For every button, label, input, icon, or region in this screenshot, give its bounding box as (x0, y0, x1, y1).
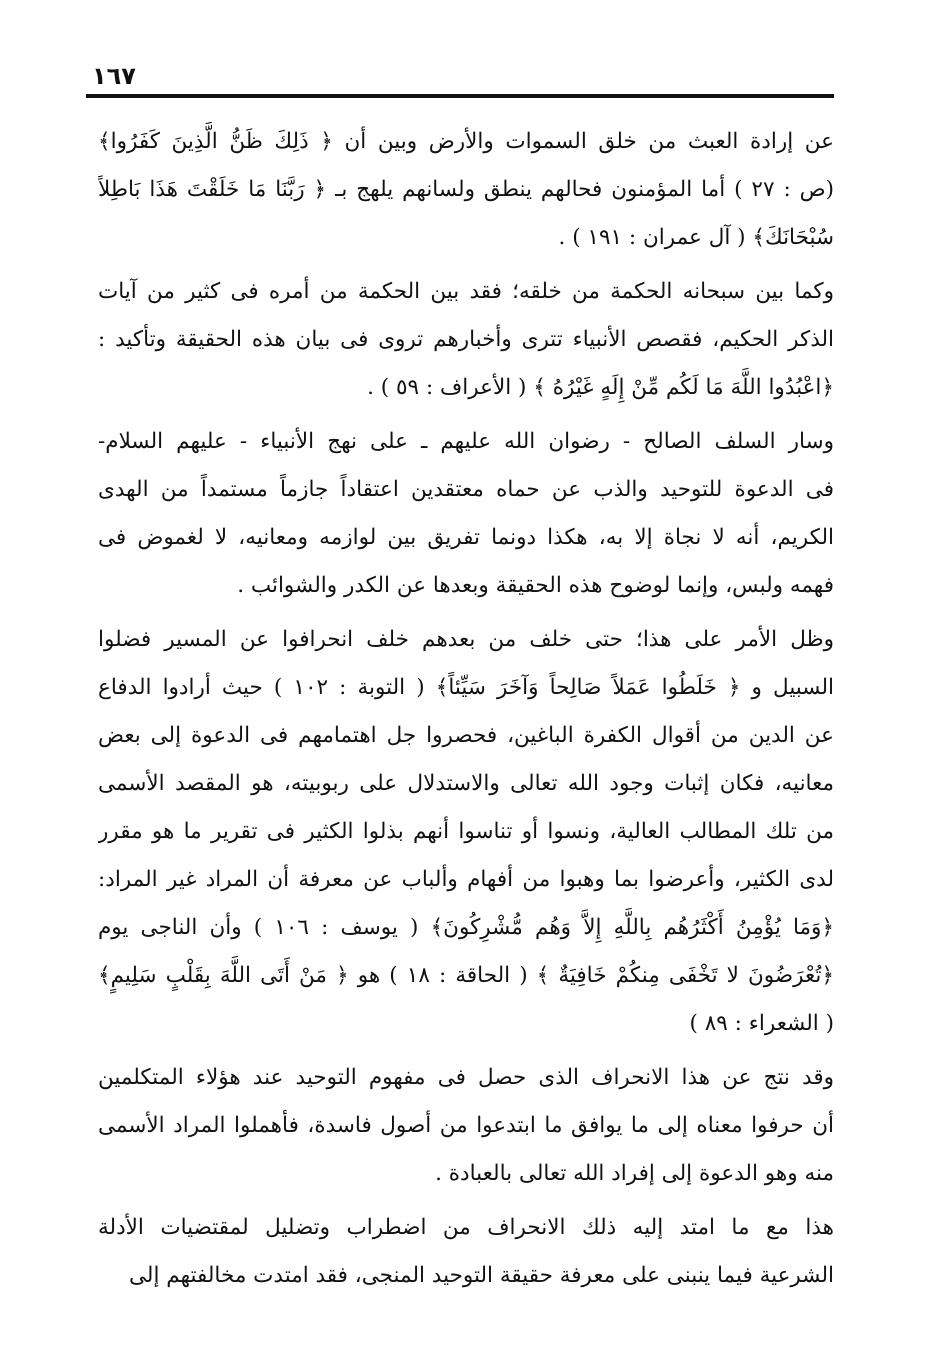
text-line: سُبْحَانَكَ﴾ ( آل عمران : ١٩١ ) . (558, 225, 834, 250)
text-line: ﴿اعْبُدُوا اللَّهَ مَا لَكُم مِّنْ إِلَهٍ غَيْرُهُ ﴾ ( الأعراف : ٥٩ ) . (367, 375, 834, 400)
text-line: وسار السلف الصالح - رضوان الله عليهم ـ على نهج الأنبياء - عليهم السلام- (98, 429, 834, 454)
text-line: فهمه ولبس، وإنما لوضوح هذه الحقيقة وبعدها عن الكدر والشوائب . (237, 573, 834, 598)
text-line: لدى الكثير، وأعرضوا بما وهبوا من أفهام وألباب عن معرفة أن المراد غير المراد: (98, 867, 834, 892)
text-line: عن إرادة العبث من خلق السموات والأرض وبين أن ﴿ ذَلِكَ ظَنُّ الَّذِينَ كَفَرُوا﴾ (98, 129, 834, 154)
paragraph (98, 268, 834, 412)
text-line: (ص : ٢٧ ) أما المؤمنون فحالهم ينطق ولسانهم يلهج بـ ﴿ رَبَّنَا مَا خَلَقْتَ هَذَا بَاطِلاً (98, 177, 834, 202)
text-line: ﴿تُعْرَضُونَ لا تَخْفَى مِنكُمْ خَافِيَةٌ ﴾ ( الحاقة : ١٨ ) هو ﴿ مَنْ أَتَى اللَّهَ بِقَلْبٍ سَلِيمٍ﴾ (98, 963, 834, 988)
body-text (98, 118, 834, 1306)
text-line: الكريم، أنه لا نجاة إلا به، هكذا دونما تفريق بين لوازمه ومعانيه، لا لغموض فى (98, 525, 834, 550)
text-line: معانيه، فكان إثبات وجود الله تعالى والاستدلال على ربوبيته، هو المقصد الأسمى (98, 771, 834, 796)
header-rule (86, 94, 834, 98)
text-line: فى الدعوة للتوحيد والذب عن حماه معتقدين اعتقاداً جازماً مستمداً من الهدى (98, 477, 834, 502)
text-line: من تلك المطالب العالية، ونسوا أو تناسوا أنهم بذلوا الكثير فى تقرير ما هو مقرر (98, 819, 834, 844)
text-line: أن حرفوا معناه إلى ما يوافق ما ابتدعوا من أصول فاسدة، فأهملوا المراد الأسمى (98, 1113, 834, 1138)
text-line: هذا مع ما امتد إليه ذلك الانحراف من اضطراب وتضليل لمقتضيات الأدلة (98, 1215, 834, 1240)
text-line: الشرعية فيما ينبنى على معرفة حقيقة التوحيد المنجى، فقد امتدت مخالفتهم إلى (128, 1263, 834, 1288)
text-line: ﴿وَمَا يُؤْمِنُ أَكْثَرُهُم بِاللَّهِ إِلاَّ وَهُم مُّشْرِكُونَ﴾ ( يوسف : ١٠٦ ) وأن الناجى يوم (98, 915, 834, 940)
paragraph (98, 118, 834, 262)
text-line: عن الدين من أقوال الكفرة الباغين، فحصروا جل اهتمامهم فى الدعوة إلى بعض (98, 723, 834, 748)
paragraph (98, 1054, 834, 1198)
text-line: وظل الأمر على هذا؛ حتى خلف من بعدهم خلف انحرافوا عن المسير فضلوا (98, 627, 834, 652)
text-line: وكما بين سبحانه الحكمة من خلقه؛ فقد بين الحكمة من أمره فى كثير من آيات (98, 279, 834, 304)
paragraph (98, 616, 834, 1048)
text-line: ( الشعراء : ٨٩ ) (689, 1011, 834, 1036)
text-line: منه وهو الدعوة إلى إفراد الله تعالى بالعبادة . (435, 1161, 834, 1186)
text-line: السبيل و ﴿ خَلَطُوا عَمَلاً صَالِحاً وَآخَرَ سَيِّئاً﴾ ( التوبة : ١٠٢ ) حيث أرادوا الدفاع (98, 675, 834, 700)
text-line: وقد نتج عن هذا الانحراف الذى حصل فى مفهوم التوحيد عند هؤلاء المتكلمين (98, 1065, 834, 1090)
paragraph (98, 418, 834, 610)
text-line: الذكر الحكيم، فقصص الأنبياء تترى وأخبارهم تروى فى بيان هذه الحقيقة وتأكيد : (98, 327, 834, 352)
page-number: ١٦٧ (92, 62, 136, 90)
paragraph (98, 1204, 834, 1300)
